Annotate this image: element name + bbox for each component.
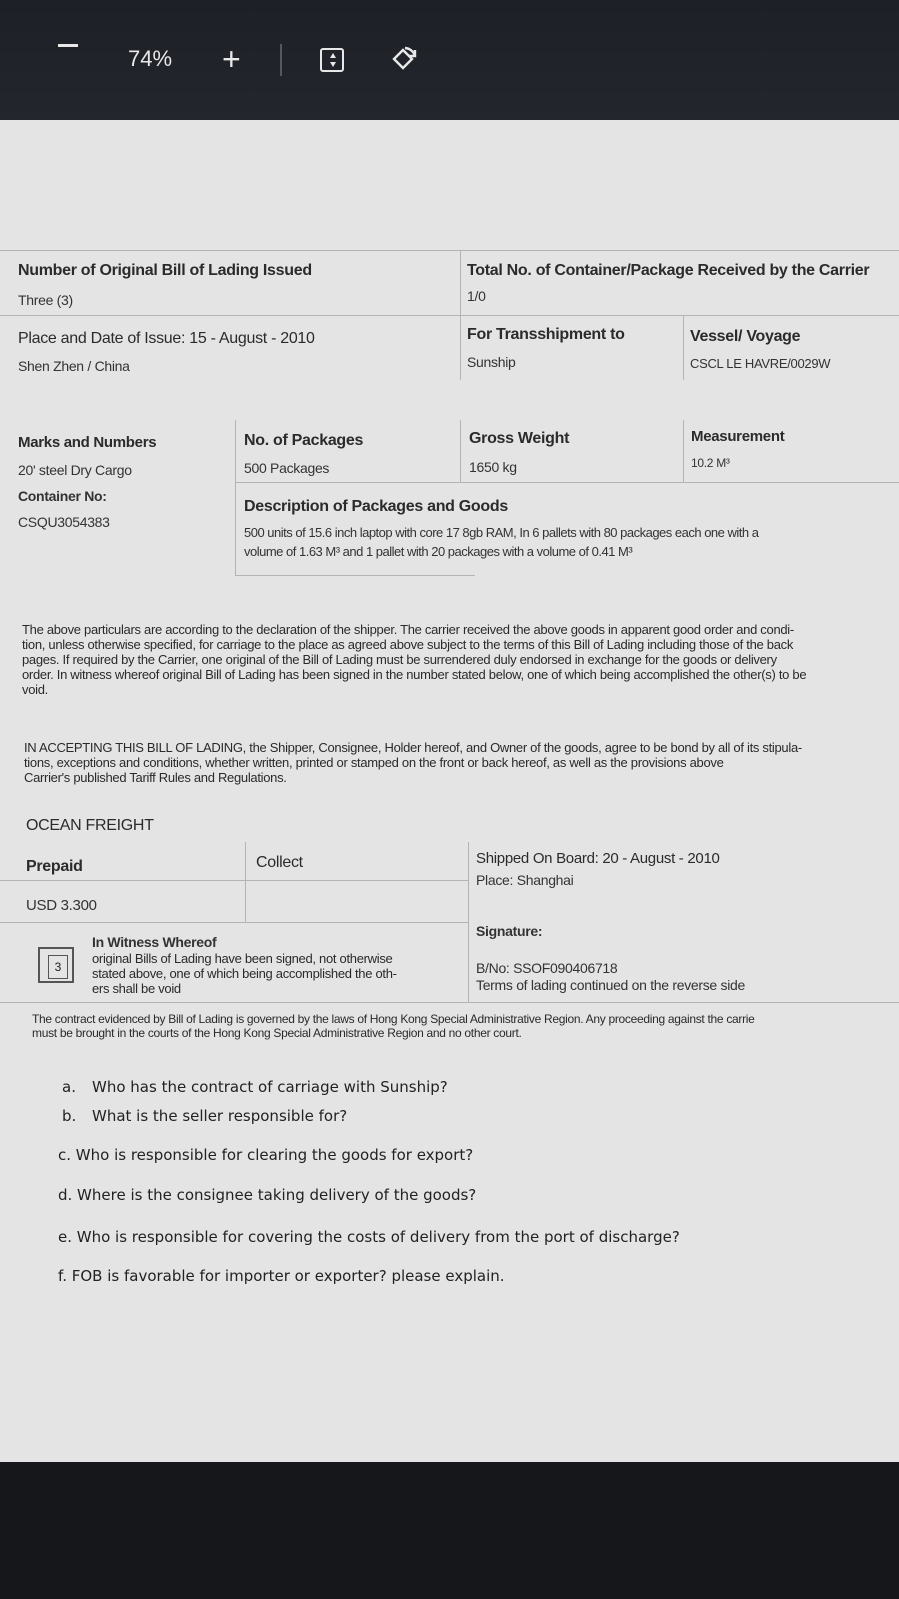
- paragraph-line: void.: [22, 682, 48, 697]
- question-item: e. Who is responsible for covering the costs of delivery from the port of discharge?: [58, 1228, 680, 1246]
- terms-note: Terms of lading continued on the reverse side: [476, 977, 745, 993]
- paragraph-line: IN ACCEPTING THIS BILL OF LADING, the Shipper, Consignee, Holder hereof, and Owner of the goods, agree to be bond by all of its stipula-: [24, 740, 802, 755]
- marks-value: 20' steel Dry Cargo: [18, 462, 132, 478]
- measurement-value: 10.2 M³: [691, 456, 730, 470]
- particulars-paragraph: [22, 622, 899, 697]
- transshipment-value: Sunship: [467, 354, 516, 370]
- measurement-label: Measurement: [691, 428, 785, 445]
- bl-number: B/No: SSOF090406718: [476, 960, 618, 976]
- table-line: [235, 575, 475, 576]
- toolbar-divider: [280, 44, 282, 76]
- contract-paragraph: [32, 1012, 899, 1040]
- table-line: [0, 250, 899, 251]
- zoom-out-button[interactable]: [58, 44, 78, 47]
- table-line: [0, 922, 468, 923]
- badge-number: 3: [48, 955, 68, 979]
- zoom-level: 74%: [128, 46, 173, 71]
- table-line: [235, 482, 899, 483]
- question-item: f. FOB is favorable for importer or exporter? please explain.: [58, 1267, 505, 1285]
- transshipment-label: For Transshipment to: [467, 326, 625, 343]
- paragraph-line: The above particulars are according to the declaration of the shipper. The carrier received the above goods in apparent good order and condi-: [22, 622, 794, 637]
- table-line: [460, 420, 461, 482]
- prepaid-label: Prepaid: [26, 858, 83, 875]
- packages-label: No. of Packages: [244, 432, 364, 449]
- fit-page-icon[interactable]: [320, 48, 344, 72]
- accepting-paragraph: [24, 740, 899, 785]
- paragraph-line: stated above, one of which being accomplished the oth-: [92, 966, 397, 981]
- vessel-value: CSCL LE HAVRE/0029W: [690, 356, 831, 371]
- table-line: [0, 315, 899, 316]
- question-item: What is the seller responsible for?: [92, 1107, 348, 1125]
- place-date-value: Shen Zhen / China: [18, 358, 130, 374]
- table-line: [245, 842, 246, 922]
- place-date-label: Place and Date of Issue: 15 - August - 2010: [18, 330, 315, 347]
- prepaid-value: USD 3.300: [26, 897, 97, 914]
- rotate-icon[interactable]: [388, 44, 418, 74]
- description-label: Description of Packages and Goods: [244, 498, 508, 515]
- original-bl-value: Three (3): [18, 292, 73, 308]
- paragraph-line: Carrier's published Tariff Rules and Regulations.: [24, 770, 287, 785]
- description-line: 500 units of 15.6 inch laptop with core 17 8gb RAM, In 6 pallets with 80 packages each one with a: [244, 525, 759, 540]
- vessel-label: Vessel/ Voyage: [690, 328, 801, 345]
- signature-label: Signature:: [476, 923, 543, 939]
- paragraph-line: The contract evidenced by Bill of Lading is governed by the laws of Hong Kong Special Administrative Region. Any proceeding against the carrie: [32, 1012, 755, 1026]
- table-line: [235, 420, 236, 575]
- paragraph-line: tions, exceptions and conditions, whether written, printed or stamped on the front or back hereof, as well as the provisions above: [24, 755, 724, 770]
- packages-value: 500 Packages: [244, 460, 330, 476]
- place-shipped: Place: Shanghai: [476, 872, 574, 888]
- table-line: [683, 420, 684, 482]
- collect-label: Collect: [256, 854, 303, 871]
- original-count-badge: [38, 947, 74, 983]
- question-marker: a.: [62, 1078, 76, 1096]
- marks-label: Marks and Numbers: [18, 434, 157, 451]
- container-no-label: Container No:: [18, 488, 107, 504]
- table-line: [0, 880, 468, 881]
- total-containers-label: Total No. of Container/Package Received by the Carrier: [467, 262, 870, 279]
- paragraph-line: original Bills of Lading have been signed, not otherwise: [92, 951, 393, 966]
- question-marker: b.: [62, 1107, 77, 1125]
- ocean-freight-heading: OCEAN FREIGHT: [26, 817, 154, 834]
- question-item: d. Where is the consignee taking delivery of the goods?: [58, 1186, 477, 1204]
- question-item: c. Who is responsible for clearing the goods for export?: [58, 1146, 474, 1164]
- container-no-value: CSQU3054383: [18, 514, 110, 530]
- table-line: [0, 1002, 899, 1003]
- document-page: [0, 120, 899, 1462]
- zoom-in-button[interactable]: +: [222, 41, 241, 77]
- paragraph-line: ers shall be void: [92, 981, 181, 996]
- shipped-on-board: Shipped On Board: 20 - August - 2010: [476, 850, 720, 867]
- witness-title: In Witness Whereof: [92, 934, 217, 950]
- description-line: volume of 1.63 M³ and 1 pallet with 20 packages with a volume of 0.41 M³: [244, 544, 633, 559]
- table-line: [460, 250, 461, 380]
- total-containers-value: 1/0: [467, 288, 486, 304]
- screen-bottom-bezel: [0, 1462, 899, 1599]
- paragraph-line: order. In witness whereof original Bill of Lading has been signed in the number stated below, one of which being accomplished the other(s) to be: [22, 667, 807, 682]
- question-item: Who has the contract of carriage with Sunship?: [92, 1078, 448, 1096]
- gross-weight-value: 1650 kg: [469, 459, 517, 475]
- viewer-toolbar: [0, 0, 899, 120]
- paragraph-line: must be brought in the courts of the Hong Kong Special Administrative Region and no other court.: [32, 1026, 522, 1040]
- paragraph-line: pages. If required by the Carrier, one original of the Bill of Lading must be surrendered duly endorsed in exchange for the goods or delivery: [22, 652, 777, 667]
- gross-weight-label: Gross Weight: [469, 430, 570, 447]
- original-bl-label: Number of Original Bill of Lading Issued: [18, 262, 312, 279]
- paragraph-line: tion, unless otherwise specified, for carriage to the place as agreed above subject to the terms of this Bill of Lading including those of the back: [22, 637, 794, 652]
- table-line: [468, 842, 469, 1002]
- witness-text: [92, 951, 462, 996]
- table-line: [683, 315, 684, 380]
